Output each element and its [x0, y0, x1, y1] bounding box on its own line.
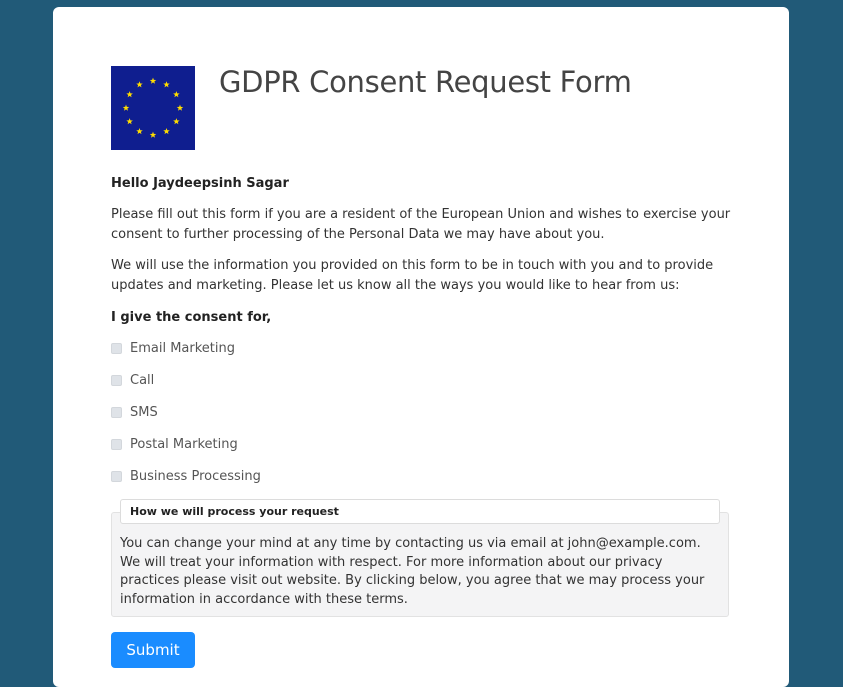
consent-option-email-marketing[interactable] — [111, 338, 235, 358]
option-label: Postal Marketing — [130, 436, 238, 452]
option-label: SMS — [130, 404, 158, 420]
option-label: Email Marketing — [130, 340, 235, 356]
consent-heading: I give the consent for, — [111, 310, 272, 325]
checkbox[interactable] — [111, 375, 122, 386]
option-label: Call — [130, 372, 155, 388]
page-title: GDPR Consent Request Form — [219, 65, 632, 99]
option-label: Business Processing — [130, 468, 261, 484]
process-info-text: You can change your mind at any time by contacting us via email at john@example.com. We will treat your information with respect. For more information about our privacy practices please visit out website. By clicking below, you agree that we may process your information in accordance with these terms. — [120, 536, 705, 607]
consent-option-call[interactable] — [111, 370, 154, 390]
checkbox[interactable] — [111, 407, 122, 418]
consent-option-business-processing[interactable] — [111, 466, 261, 486]
checkbox[interactable] — [111, 343, 122, 354]
checkbox[interactable] — [111, 439, 122, 450]
eu-flag-icon — [111, 66, 195, 150]
submit-button[interactable]: Submit — [111, 632, 195, 668]
process-info-heading: How we will process your request — [120, 499, 720, 524]
consent-option-postal-marketing[interactable] — [111, 434, 238, 454]
intro-paragraph: Please fill out this form if you are a resident of the European Union and wishes to exercise your consent to further processing of the Personal Data we may have about you. — [111, 207, 731, 242]
usage-paragraph: We will use the information you provided on this form to be in touch with you and to provide updates and marketing. Please let us know all the ways you would like to hear from us: — [111, 258, 714, 293]
consent-option-sms[interactable] — [111, 402, 158, 422]
form-card — [53, 7, 789, 687]
greeting: Hello Jaydeepsinh Sagar — [111, 176, 289, 191]
checkbox[interactable] — [111, 471, 122, 482]
